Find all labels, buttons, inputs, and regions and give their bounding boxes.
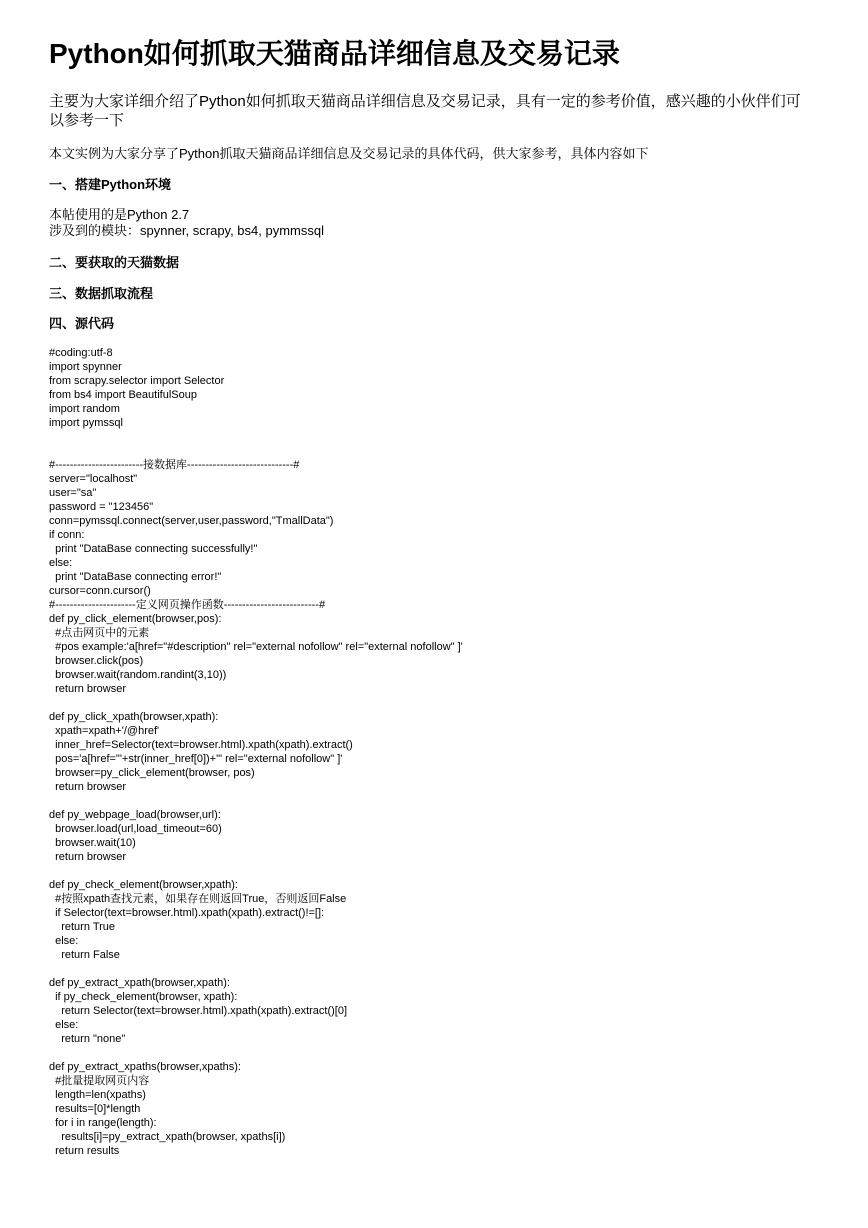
- source-code-block: #coding:utf-8 import spynner from scrapy.selector import Selector from bs4 import BeautifulSoup import random import pymssql #------------------------接数据库-----------------------------# server="localhost" user="sa" password = "123456" conn=pymssql.connect(server,user,password,"TmallData") if conn: print "DataBase connecting successfully!" else: print "DataBase connecting error!" cursor=conn.cursor() #----------------------定义网页操作函数--------------------------# def py_click_element(browser,pos): #点击网页中的元素 #pos example:'a[href="#description" rel="external nofollow" rel="external nofollow" ]' browser.click(pos) browser.wait(random.randint(3,10)) return browser def py_click_xpath(browser,xpath): xpath=xpath+'/@href' inner_href=Selector(text=browser.html).xpath(xpath).extract() pos='a[href="'+str(inner_href[0])+'" rel="external nofollow" ]' browser=py_click_element(browser, pos) return browser def py_webpage_load(browser,url): browser.load(url,load_timeout=60) browser.wait(10) return browser def py_check_element(browser,xpath): #按照xpath查找元素，如果存在则返回True，否则返回False if Selector(text=browser.html).xpath(xpath).extract()!=[]: return True else: return False def py_extract_xpath(browser,xpath): if py_check_element(browser, xpath): return Selector(text=browser.html).xpath(xpath).extract()[0] else: return "none" def py_extract_xpaths(browser,xpaths): #批量提取网页内容 length=len(xpaths) results=[0]*length for i in range(length): results[i]=py_extract_xpath(browser, xpaths[i]) return results: [49, 347, 463, 1157]
- article-intro: 本文实例为大家分享了Python抓取天猫商品详细信息及交易记录的具体代码，供大家参考，具体内容如下: [49, 146, 649, 161]
- python-version-text: 本帖使用的是Python 2.7: [49, 207, 190, 222]
- section-heading-data: 二、要获取的天猫数据: [49, 255, 180, 270]
- article-summary: 主要为大家详细介绍了Python如何抓取天猫商品详细信息及交易记录，具有一定的参考价值，感兴趣的小伙伴们可以参考一下: [49, 93, 801, 129]
- section-heading-flow: 三、数据抓取流程: [49, 286, 154, 301]
- section-heading-environment: 一、搭建Python环境: [49, 177, 172, 192]
- modules-text: 涉及到的模块：spynner, scrapy, bs4, pymmssql: [49, 223, 324, 238]
- article-title: Python如何抓取天猫商品详细信息及交易记录: [49, 38, 620, 69]
- section-heading-source: 四、源代码: [49, 316, 115, 331]
- environment-info: [49, 207, 324, 239]
